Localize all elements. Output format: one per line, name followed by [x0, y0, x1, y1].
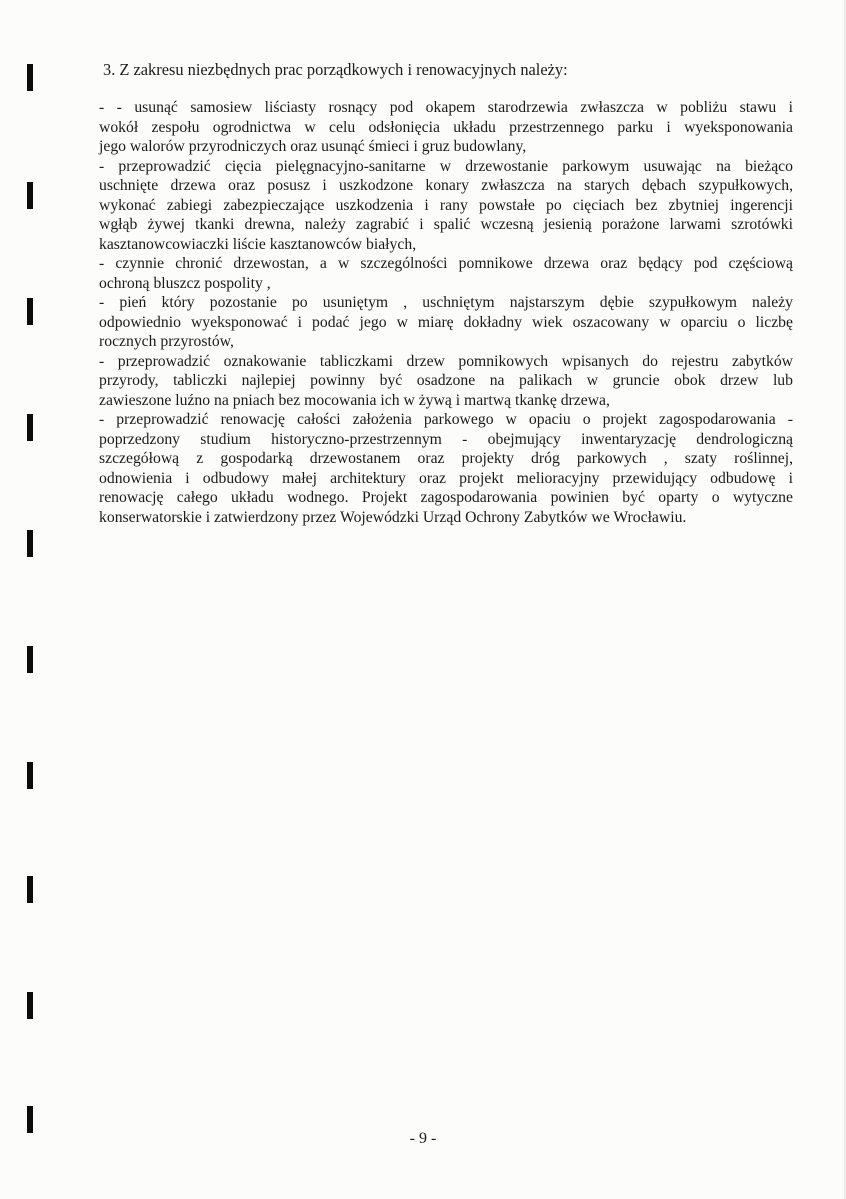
- binding-punch-mark: [27, 876, 33, 903]
- text-line: uschnięte drzewa oraz posusz i uszkodzone konary zwłaszcza na starych dębach szypułkowych,: [99, 177, 793, 194]
- text-line: odpowiednio wyeksponować i podać jego w miarę dokładny wiek oszacowany w oparciu o liczbę: [99, 313, 793, 331]
- text-line: - czynnie chronić drzewostan, a w szczególności pomnikowe drzewa oraz będący pod częściową: [99, 255, 793, 272]
- text-line: szczegółową z gospodarką drzewostanem oraz projekty dróg parkowych , szaty roślinnej,: [99, 450, 793, 467]
- binding-punch-mark: [27, 64, 33, 91]
- text-line: - pień który pozostanie po usuniętym , uschniętym najstarszym dębie szypułkowym należy: [99, 294, 793, 311]
- text-line: - przeprowadzić oznakowanie tabliczkami drzew pomnikowych wpisanych do rejestru zabytków: [99, 352, 793, 370]
- text-line: jego walorów przyrodniczych oraz usunąć śmieci i gruz budowlany,: [99, 138, 527, 155]
- binding-punch-mark: [27, 182, 33, 209]
- text-line: wokół zespołu ogrodnictwa w celu odsłonięcia układu przestrzennego parku i wyeksponowania: [99, 118, 793, 136]
- text-line: - przeprowadzić cięcia pielęgnacyjno-sanitarne w drzewostanie parkowym usuwając na bieżąco: [99, 157, 793, 175]
- text-line: konserwatorskie i zatwierdzony przez Wojewódzki Urząd Ochrony Zabytków we Wrocławiu.: [99, 508, 687, 526]
- text-line: poprzedzony studium historyczno-przestrzennym - obejmujący inwentaryzację dendrologiczną: [99, 430, 793, 448]
- text-line: renowację całego układu wodnego. Projekt zagospodarowania powinien być oparty o wytyczne: [99, 489, 793, 506]
- section-body: [99, 98, 793, 527]
- binding-punch-mark: [27, 298, 33, 325]
- binding-punch-mark: [27, 646, 33, 673]
- text-line: wykonać zabiegi zabezpieczające uszkodzenia i rany powstałe po cięciach bez zbytniej ingerencji: [99, 196, 793, 214]
- page-number: - 9 -: [409, 1130, 437, 1147]
- text-line: zawieszone luźno na pniach bez mocowania ich w żywą i martwą tkankę drzewa,: [99, 391, 610, 409]
- text-line: odnowienia i odbudowy małej architektury oraz projekt melioracyjny przewidujący odbudowę i: [99, 469, 793, 487]
- binding-punch-mark: [27, 762, 33, 789]
- binding-punch-mark: [27, 992, 33, 1019]
- text-line: kasztanowcowiaczki liście kasztanowców białych,: [99, 235, 417, 253]
- text-line: przyrody, tabliczki najlepiej powinny być osadzone na palikach w gruncie obok drzew lub: [99, 372, 793, 389]
- section-heading: 3. Z zakresu niezbędnych prac porządkowych i renowacyjnych należy:: [103, 60, 568, 79]
- text-line: rocznych przyrostów,: [99, 333, 234, 350]
- binding-punch-mark: [27, 530, 33, 557]
- text-line: wgłąb żywej tkanki drewna, należy zagrabić i spalić wczesną jesienią porażone larwami szrotówki: [99, 216, 793, 233]
- text-line: ochroną bluszcz pospolity ,: [99, 274, 271, 292]
- binding-punch-mark: [27, 414, 33, 441]
- text-line: - - usunąć samosiew liściasty rosnący pod okapem starodrzewia zwłaszcza w pobliżu stawu i: [99, 99, 793, 116]
- text-line: - przeprowadzić renowację całości założenia parkowego w opaciu o projekt zagospodarowania -: [99, 411, 793, 428]
